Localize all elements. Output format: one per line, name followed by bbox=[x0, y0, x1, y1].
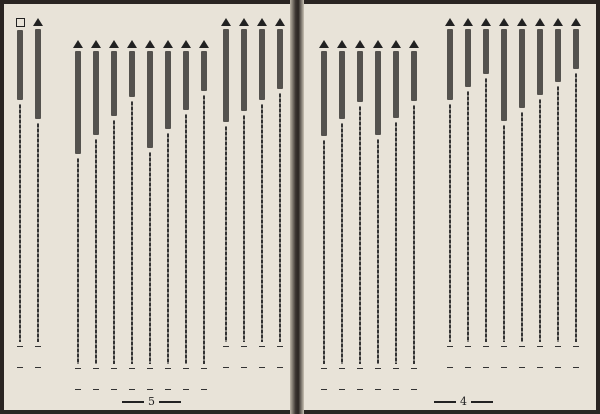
toc-entry bbox=[272, 18, 288, 368]
toc-entry bbox=[88, 40, 104, 390]
toc-entry bbox=[196, 40, 212, 390]
toc-entry bbox=[254, 18, 270, 368]
left-page-number: 5 bbox=[118, 395, 185, 408]
toc-entry bbox=[442, 18, 458, 368]
toc-entry bbox=[316, 40, 332, 390]
toc-entry bbox=[178, 40, 194, 390]
toc-entry bbox=[532, 18, 548, 368]
toc-entry bbox=[12, 18, 28, 368]
right-page-number: 4 bbox=[430, 395, 497, 408]
toc-entry bbox=[388, 40, 404, 390]
toc-entry bbox=[334, 40, 350, 390]
toc-entry bbox=[550, 18, 566, 368]
toc-entry bbox=[514, 18, 530, 368]
book-gutter bbox=[290, 0, 304, 414]
toc-entry bbox=[460, 18, 476, 368]
toc-entry bbox=[160, 40, 176, 390]
toc-entry bbox=[478, 18, 494, 368]
toc-entry bbox=[124, 40, 140, 390]
toc-entry bbox=[70, 40, 86, 390]
toc-entry bbox=[106, 40, 122, 390]
toc-entry bbox=[370, 40, 386, 390]
toc-entry bbox=[352, 40, 368, 390]
toc-entry bbox=[236, 18, 252, 368]
toc-entry bbox=[218, 18, 234, 368]
toc-entry bbox=[142, 40, 158, 390]
toc-entry bbox=[568, 18, 584, 368]
toc-entry bbox=[30, 18, 46, 368]
toc-entry bbox=[406, 40, 422, 390]
toc-entry bbox=[496, 18, 512, 368]
